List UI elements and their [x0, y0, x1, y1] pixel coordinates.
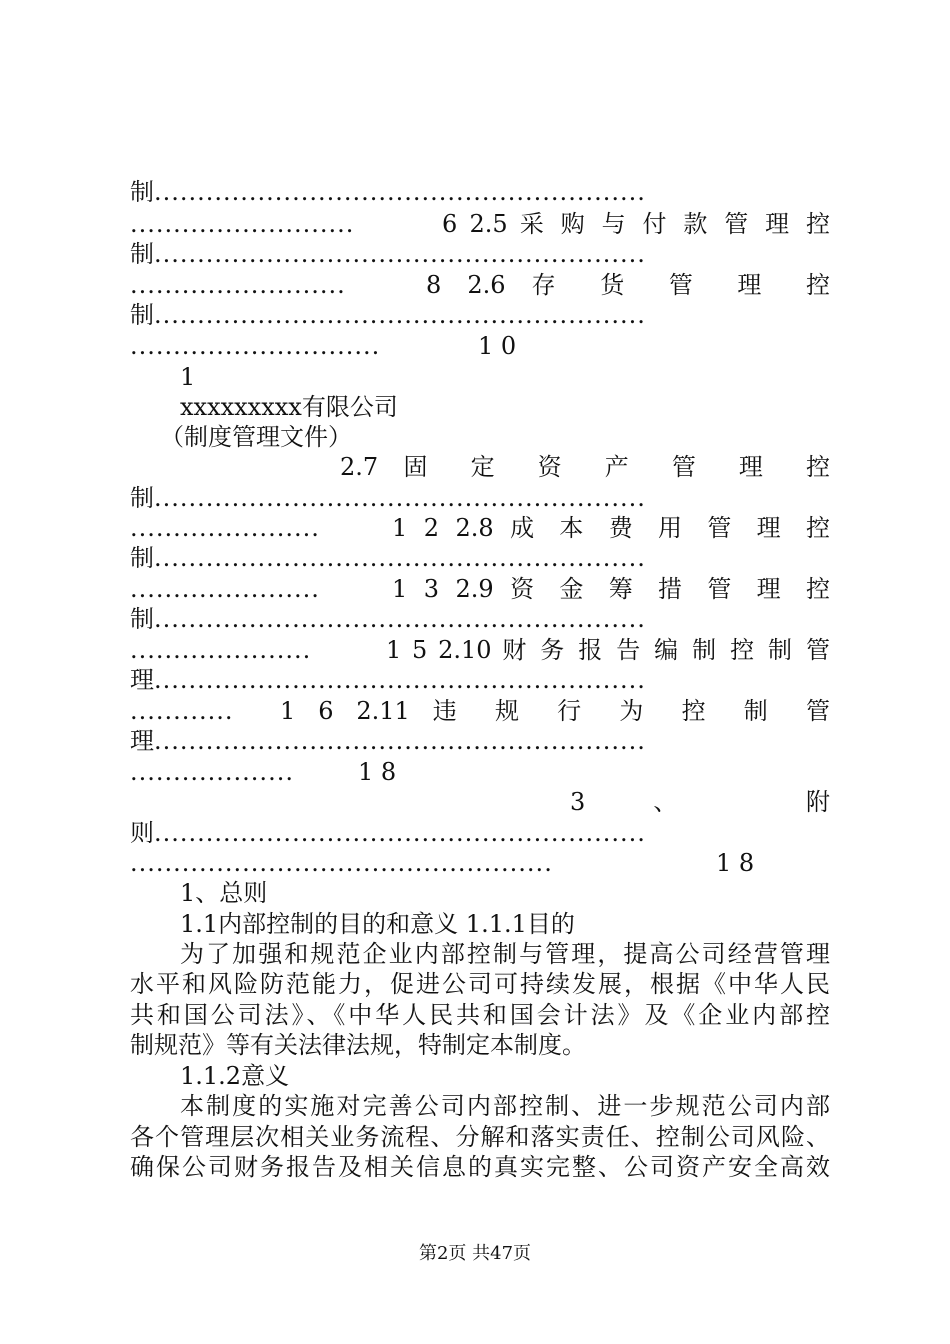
toc-row	[130, 177, 830, 207]
toc-row-prefix: 制	[130, 178, 154, 206]
toc-leader: ......................	[130, 575, 320, 603]
toc-row-prefix: 制	[130, 301, 154, 329]
toc-leader: .........................................................	[154, 240, 646, 268]
toc-entry-2-6: 8 2.6 存 货 管 理 控	[426, 271, 830, 299]
toc-leader: ......................	[130, 514, 320, 542]
toc-row	[130, 574, 830, 604]
toc-leader: .........................	[130, 271, 346, 299]
toc-row	[130, 270, 830, 300]
page-number-marker: 1	[180, 363, 196, 391]
toc-entry-2-7: 2.7 固 定 资 产 管 理 控	[340, 453, 830, 481]
toc-leader: .........................................................	[154, 819, 646, 847]
paragraph-line: 制规范》等有关法律法规，特制定本制度。	[130, 1031, 586, 1059]
toc-entry-2-8: 1 2 2.8 成 本 费 用 管 理 控	[392, 514, 830, 542]
paragraph-line: 本制度的实施对完善公司内部控制、进一步规范公司内部	[180, 1092, 830, 1120]
toc-leader: .............................	[130, 332, 381, 360]
toc-page-number: 1 0	[478, 332, 517, 360]
toc-row-prefix: 制	[130, 240, 154, 268]
toc-leader: ...................	[130, 758, 294, 786]
toc-row-prefix: 则	[130, 819, 154, 847]
toc-row	[130, 331, 830, 361]
toc-row	[130, 757, 830, 787]
toc-leader: .........................................................	[154, 178, 646, 206]
toc-entry-2-11: 1 6 2.11 违 规 行 为 控 制 管	[280, 697, 830, 725]
toc-row	[130, 209, 830, 239]
toc-entry-2-10: 1 5 2.10 财 务 报 告 编 制 控 制 管	[386, 636, 830, 664]
toc-leader: .........................................................	[154, 301, 646, 329]
toc-leader: .........................................................	[154, 605, 646, 633]
toc-row	[130, 604, 830, 634]
toc-entry-2-5: 6 2.5 采 购 与 付 款 管 理 控	[442, 210, 830, 238]
subsection-heading: 1.1内部控制的目的和意义 1.1.1目的	[180, 910, 575, 938]
toc-row	[130, 513, 830, 543]
toc-row	[130, 543, 830, 573]
toc-page-number: 1 8	[716, 849, 755, 877]
toc-leader: .....................	[130, 636, 312, 664]
toc-row-prefix: 理	[130, 666, 154, 694]
paragraph-line: 确保公司财务报告及相关信息的真实完整、公司资产安全高效	[130, 1153, 830, 1181]
toc-row-prefix: 制	[130, 605, 154, 633]
paragraph-line: 各个管理层次相关业务流程、分解和落实责任、控制公司风险、	[130, 1123, 830, 1151]
toc-row-prefix: 制	[130, 484, 154, 512]
toc-row	[130, 239, 830, 269]
toc-row	[130, 818, 830, 848]
toc-entry-2-9: 1 3 2.9 资 金 筹 措 管 理 控	[392, 575, 830, 603]
toc-entry-3: 3 、 附	[570, 788, 830, 816]
toc-row-prefix: 制	[130, 544, 154, 572]
toc-leader: .........................................................	[154, 544, 646, 572]
section-heading: 1、总则	[180, 879, 268, 907]
paragraph-line: 为了加强和规范企业内部控制与管理，提高公司经营管理	[180, 940, 830, 968]
toc-row	[130, 635, 830, 665]
toc-leader: .........................................................	[154, 727, 646, 755]
toc-row-prefix: 理	[130, 727, 154, 755]
toc-leader: .........................................................	[154, 666, 646, 694]
toc-row	[130, 300, 830, 330]
paragraph-line: 共和国公司法》、《中华人民共和国会计法》及《企业内部控	[130, 1001, 830, 1029]
toc-leader: .................................................	[130, 849, 553, 877]
toc-leader: .........................................................	[154, 484, 646, 512]
company-name: xxxxxxxxx有限公司	[180, 393, 398, 421]
toc-page-number: 1 8	[358, 758, 397, 786]
toc-leader: ............	[130, 697, 234, 725]
toc-row	[130, 665, 830, 695]
toc-row	[130, 848, 830, 878]
paragraph-line: 水平和风险防范能力，促进公司可持续发展，根据《中华人民	[130, 970, 830, 998]
toc-row	[130, 726, 830, 756]
subsection-heading: 1.1.2意义	[180, 1062, 290, 1090]
toc-row	[130, 696, 830, 726]
toc-row	[130, 483, 830, 513]
page-footer: 第2页 共47页	[418, 1243, 532, 1264]
document-type: （制度管理文件）	[160, 423, 352, 451]
toc-leader: ..........................	[130, 210, 355, 238]
